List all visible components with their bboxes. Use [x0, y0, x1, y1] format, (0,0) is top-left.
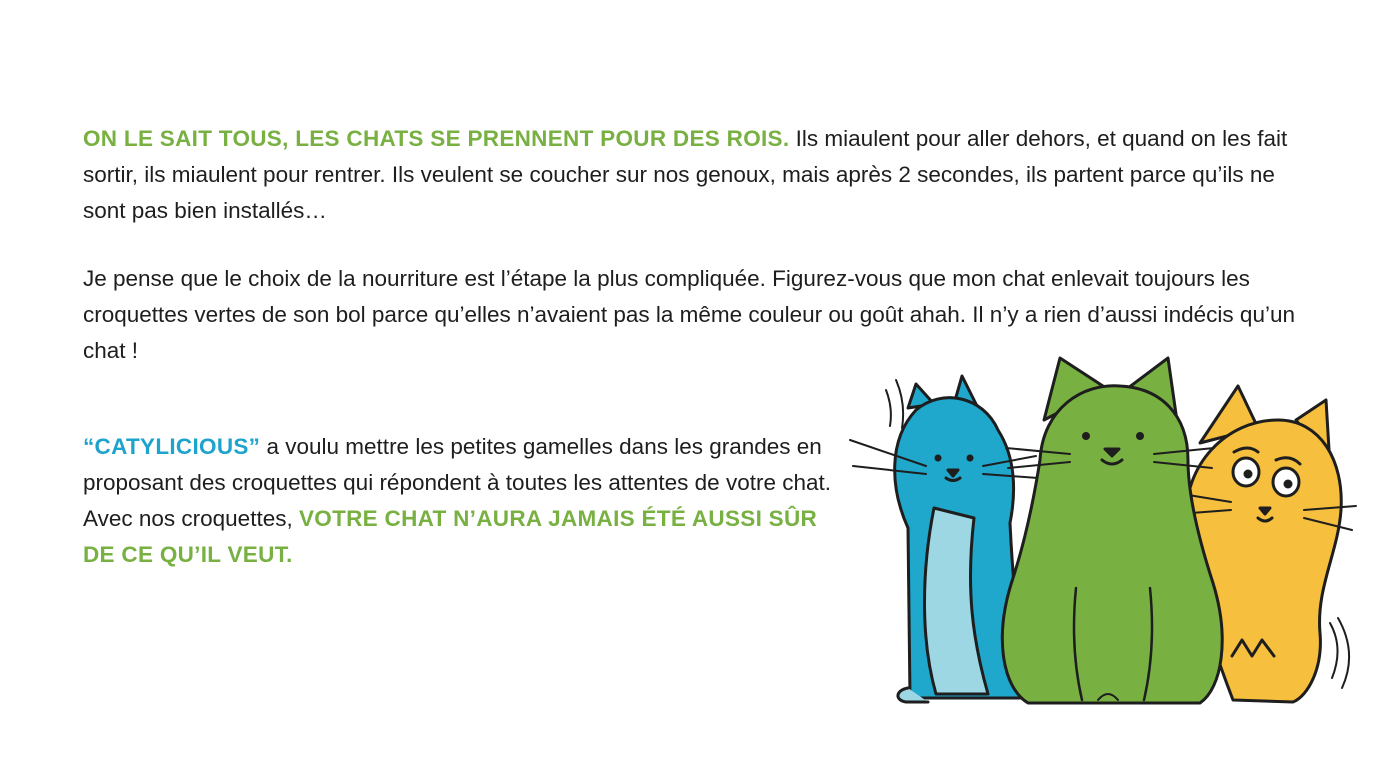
- three-cats-illustration: [838, 348, 1378, 718]
- intro-headline: ON LE SAIT TOUS, LES CHATS SE PRENNENT POUR DES ROIS.: [83, 125, 790, 151]
- brand-name: “CATYLICIOUS”: [83, 433, 261, 459]
- intro-paragraph: [83, 121, 1313, 229]
- brand-paragraph: [83, 429, 843, 573]
- brand-body: a voulu mettre les petites gamelles dans les grandes en proposant des croquettes qui répondent à toutes les attentes de votre chat. Avec nos croquettes,: [83, 433, 831, 531]
- green-cat: [1002, 358, 1222, 703]
- intro-body: Ils miaulent pour aller dehors, et quand on les fait sortir, ils miaulent pour rentrer. Ils veulent se coucher sur nos genoux, mais après 2 secondes, ils partent parce qu’ils ne sont pas bien installés…: [83, 125, 1288, 223]
- food-choice-body: Je pense que le choix de la nourriture est l’étape la plus compliquée. Figurez-vous que mon chat enlevait toujours les croquettes vertes de son bol parce qu’elles n’avaient pas la même couleur ou goût ahah. Il n’y a rien d’aussi indécis qu’un chat !: [83, 265, 1295, 363]
- brand-closing: VOTRE CHAT N’AURA JAMAIS ÉTÉ AUSSI SÛR DE CE QU’IL VEUT.: [83, 505, 818, 567]
